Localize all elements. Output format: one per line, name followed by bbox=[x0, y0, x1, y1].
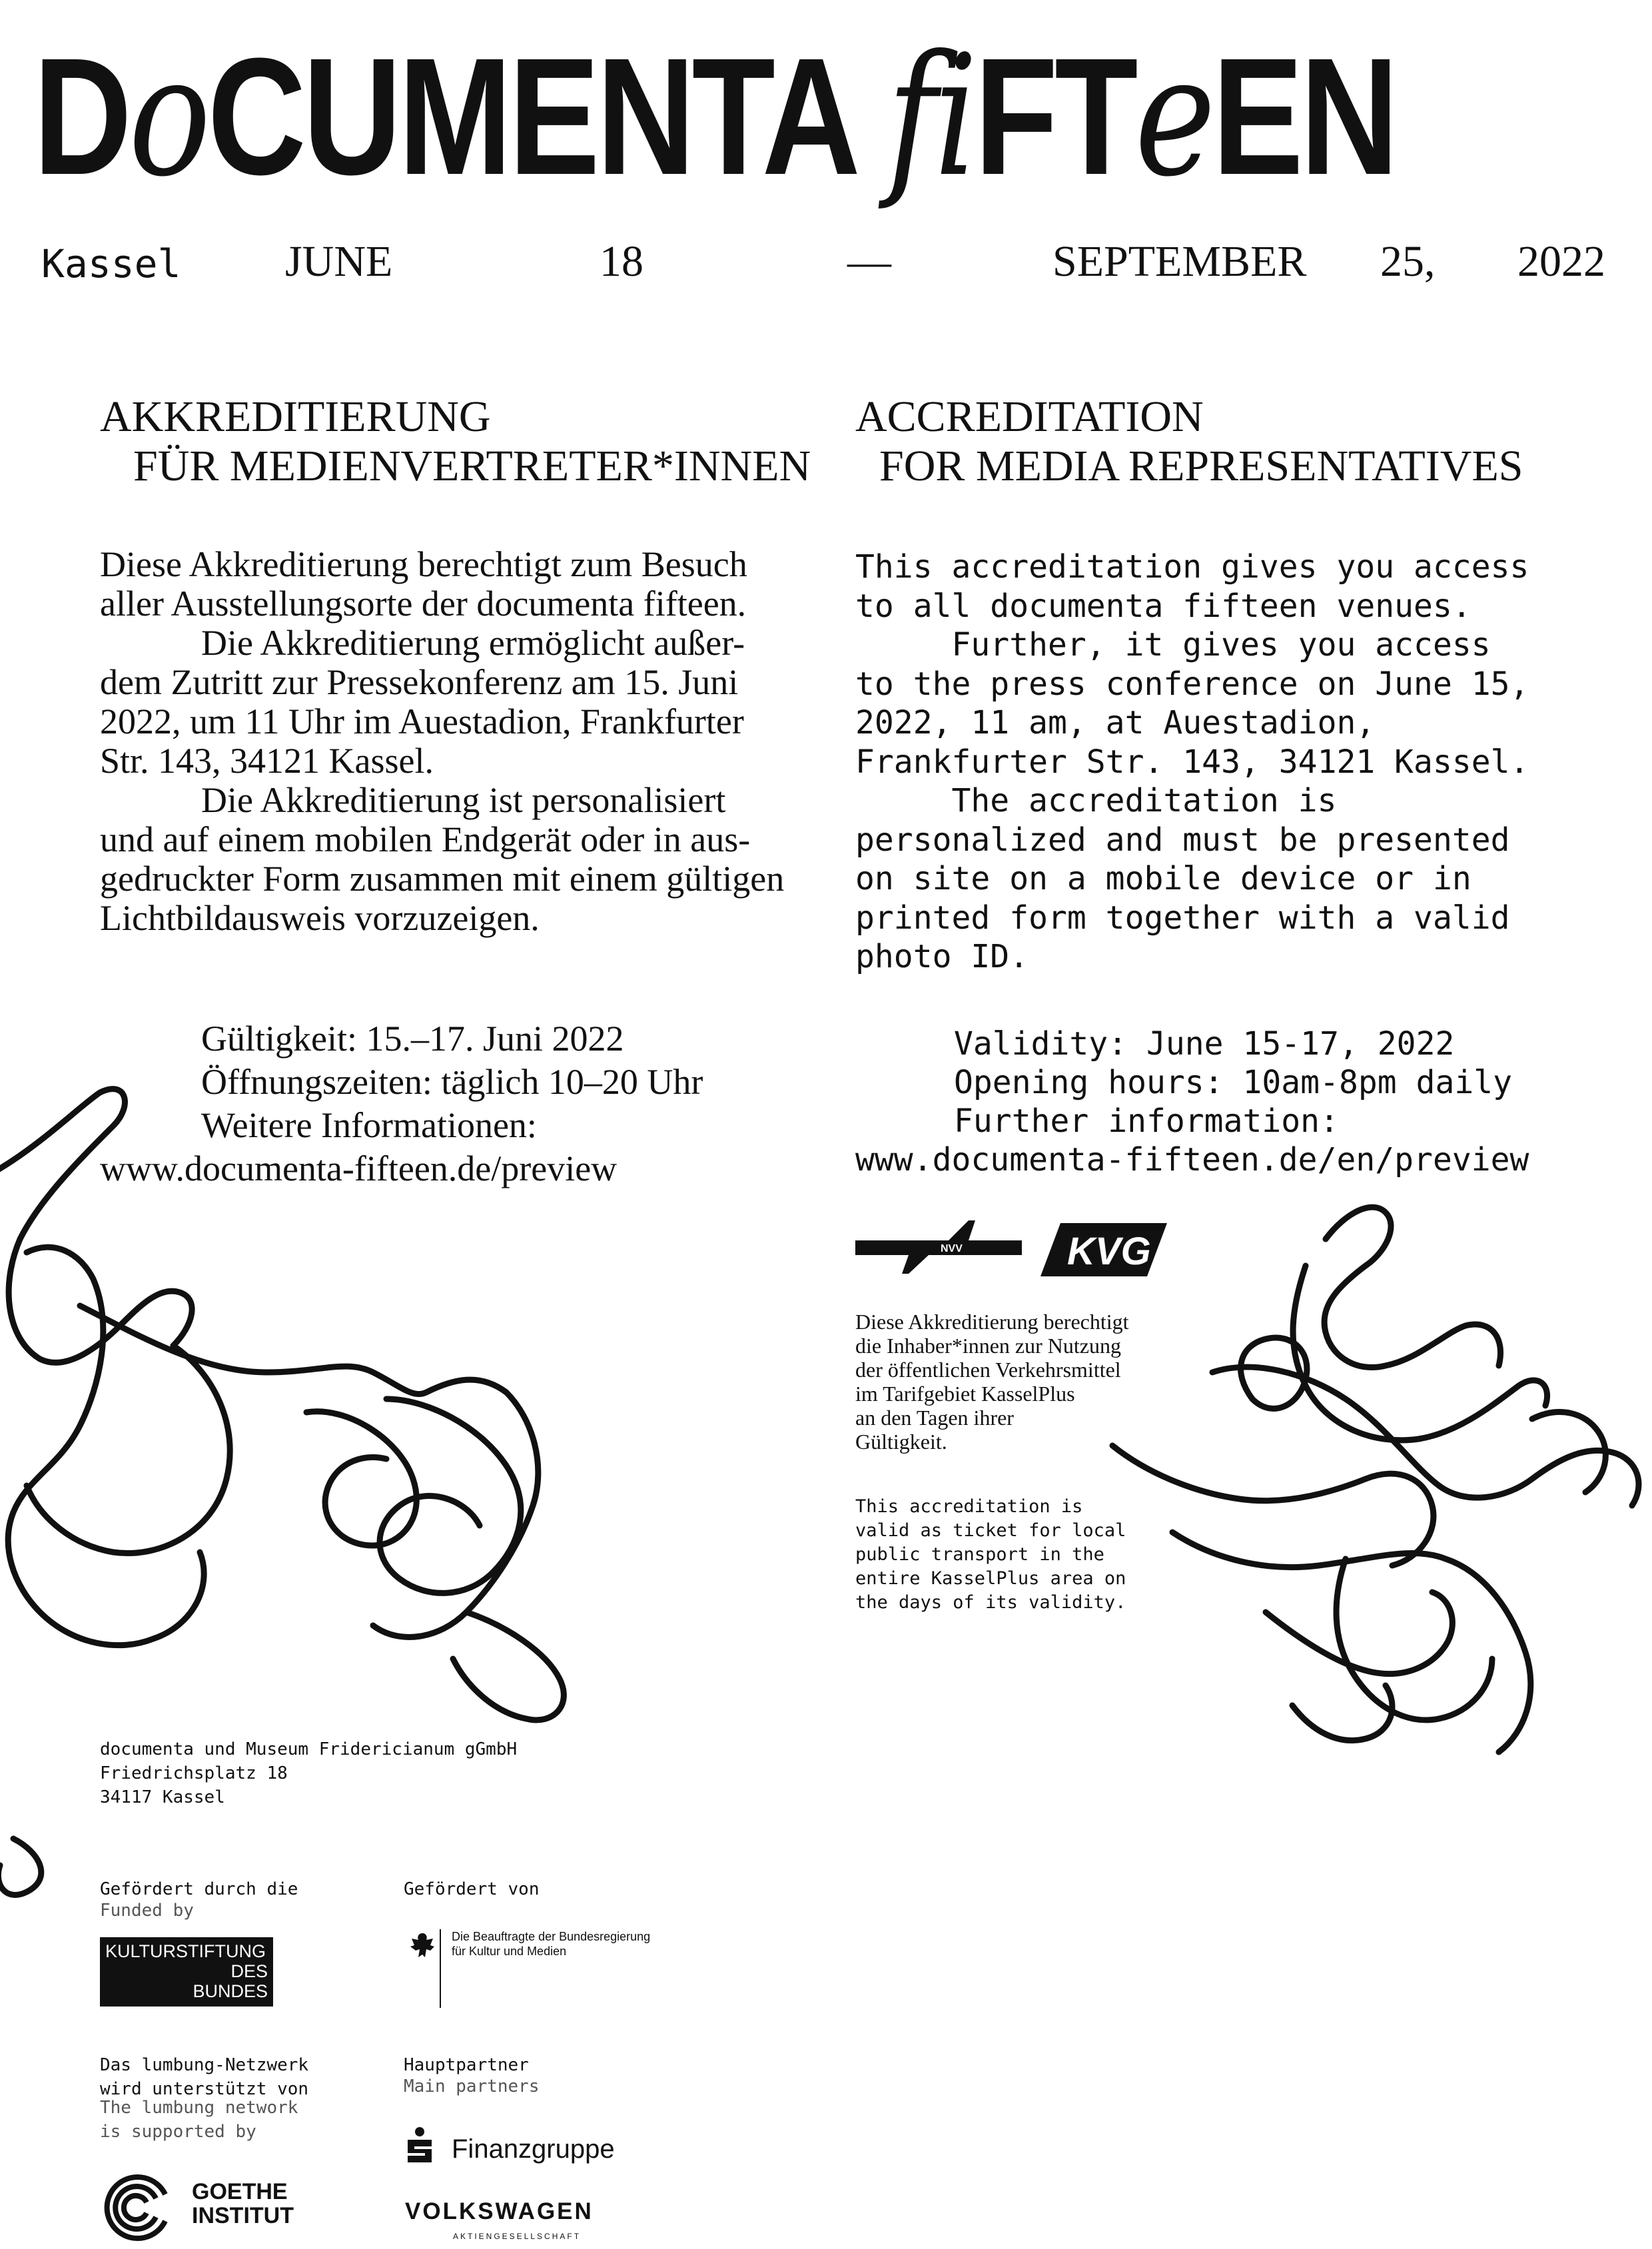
de-paragraph-1: Diese Akkreditierung berechtigt zum Besuch aller Ausstellungsorte der documenta fifteen. bbox=[100, 544, 747, 624]
partners-de: Hauptpartner bbox=[404, 2055, 529, 2075]
de-hours: Öffnungszeiten: täglich 10–20 Uhr bbox=[201, 1062, 703, 1102]
left-hand-6 bbox=[27, 1346, 230, 1554]
de-paragraph-3: Die Akkreditierung ist personalisiert und auf einem mobilen Endgerät oder in aus- gedruckter Form zusammen mit einem gültigen Lichtbildausweis vorzuzeigen. bbox=[100, 780, 785, 938]
de-url[interactable]: www.documenta-fifteen.de/preview bbox=[100, 1148, 618, 1188]
en-url[interactable]: www.documenta-fifteen.de/en/preview bbox=[855, 1141, 1529, 1178]
en-hours: Opening hours: 10am-8pm daily bbox=[954, 1064, 1513, 1101]
volkswagen-text: VOLKSWAGEN bbox=[405, 2198, 594, 2224]
title-cumenta: CUMENTA bbox=[207, 23, 887, 209]
nvv-logo bbox=[855, 1220, 1029, 1274]
goethe-text bbox=[192, 2180, 294, 2228]
left-hand-2 bbox=[8, 1247, 204, 1645]
title-script-e: e bbox=[1134, 19, 1212, 213]
heading-de-line1: AKKREDITIERUNG bbox=[100, 392, 491, 441]
kulturstiftung-logo bbox=[100, 1937, 273, 2007]
funded-by-de: Gefördert durch die bbox=[100, 1879, 298, 1899]
kulturstiftung-line2: DES bbox=[230, 1961, 268, 1981]
left-hand-1 bbox=[0, 1089, 192, 1363]
en-more-info: Further information: bbox=[954, 1103, 1339, 1140]
right-hand-6 bbox=[1266, 1592, 1452, 1674]
left-hand-8 bbox=[0, 1839, 41, 1895]
funded-by-en: Funded by bbox=[100, 1901, 194, 1921]
lumbung-en: The lumbung network is supported by bbox=[100, 2098, 298, 2142]
eagle-icon bbox=[408, 1929, 441, 2008]
left-hand-4 bbox=[380, 1399, 521, 1593]
publisher-address: documenta und Museum Fridericianum gGmbH Friedrichsplatz 18 34117 Kassel bbox=[100, 1739, 518, 1807]
de-validity: Gültigkeit: 15.–17. Juni 2022 bbox=[201, 1019, 624, 1059]
kvg-text: KVG bbox=[1067, 1230, 1151, 1273]
eagle-divider bbox=[440, 1929, 441, 2008]
transport-text-en: This accreditation is valid as ticket for local public transport in the entire KasselPlus area on the days of its validity. bbox=[855, 1496, 1126, 1613]
kvg-logo bbox=[1040, 1223, 1167, 1276]
en-paragraph-2: Further, it gives you access to the press conference on June 15, 2022, 11 am, at Auestadion, Frankfurter Str. 143, 34121 Kassel. bbox=[855, 626, 1529, 781]
transport-text-de: Diese Akkreditierung berechtigt die Inhaber*innen zur Nutzung der öffentlichen Verkehrsmittel im Tarifgebiet KasselPlus an den Tagen ihrer Gültigkeit. bbox=[855, 1310, 1129, 1454]
bkm-text: Die Beauftragte der Bundesregierung für Kultur und Medien bbox=[452, 1930, 651, 1958]
day-end: 25, bbox=[1380, 237, 1436, 286]
de-more-info: Weitere Informationen: bbox=[201, 1105, 537, 1145]
en-paragraph-3: The accreditation is personalized and must be presented on site on a mobile device or in printed form together with a valid photo ID. bbox=[855, 782, 1510, 975]
right-hand-5 bbox=[1172, 1532, 1531, 1752]
right-hand-10 bbox=[1292, 1685, 1392, 1741]
kulturstiftung-line1: KULTURSTIFTUNG bbox=[105, 1941, 266, 1961]
month-start: JUNE bbox=[285, 237, 393, 286]
en-paragraph-1: This accreditation gives you access to all documenta fifteen venues. bbox=[855, 548, 1529, 625]
date-dash: — bbox=[847, 237, 891, 286]
right-hand-7 bbox=[1336, 1559, 1492, 1720]
goethe-line1: GOETHE bbox=[192, 2179, 288, 2204]
goethe-icon bbox=[99, 2169, 181, 2242]
month-end: SEPTEMBER bbox=[1052, 237, 1307, 286]
title-ft: FT bbox=[974, 23, 1135, 209]
heading-en-line1: ACCREDITATION bbox=[855, 392, 1204, 441]
page-title bbox=[33, 19, 1396, 213]
volkswagen-subtext: AKTIENGESELLSCHAFT bbox=[453, 2232, 582, 2241]
de-paragraph-2: Die Akkreditierung ermöglicht außer- dem Zutritt zur Pressekonferenz am 15. Juni 2022, um 11 Uhr im Auestadion, Frankfurter Str. 143, 34121 Kassel. bbox=[100, 623, 745, 781]
kulturstiftung-line3: BUNDES bbox=[193, 1981, 268, 2001]
title-script-fi: fi bbox=[887, 19, 975, 213]
right-hand-4 bbox=[1112, 1446, 1434, 1566]
eagle-shape bbox=[410, 1933, 434, 1957]
heading-en-line2: FOR MEDIA REPRESENTATIVES bbox=[879, 442, 1523, 490]
city-label: Kassel bbox=[41, 241, 181, 286]
title-script-o: o bbox=[129, 19, 208, 213]
nvv-arrow-shape bbox=[855, 1220, 1022, 1274]
sparkasse-icon bbox=[405, 2126, 434, 2164]
heading-de-line2: FÜR MEDIENVERTRETER*INNEN bbox=[133, 442, 811, 490]
funded-by-2-de: Gefördert von bbox=[404, 1879, 540, 1899]
day-start: 18 bbox=[600, 237, 643, 286]
finanzgruppe-text: Finanzgruppe bbox=[452, 2134, 615, 2164]
nvv-text: NVV bbox=[941, 1243, 963, 1254]
right-hand-1 bbox=[1324, 1207, 1500, 1367]
en-validity: Validity: June 15-17, 2022 bbox=[954, 1025, 1455, 1063]
year: 2022 bbox=[1517, 237, 1605, 286]
partners-en: Main partners bbox=[404, 2076, 540, 2096]
title-d: D bbox=[33, 23, 129, 209]
goethe-line2: INSTITUT bbox=[192, 2203, 294, 2228]
left-hand-7 bbox=[453, 1612, 564, 1720]
lumbung-de: Das lumbung-Netzwerk wird unterstützt von bbox=[100, 2055, 309, 2099]
title-en: EN bbox=[1212, 23, 1396, 209]
left-hand-5 bbox=[306, 1412, 416, 1546]
